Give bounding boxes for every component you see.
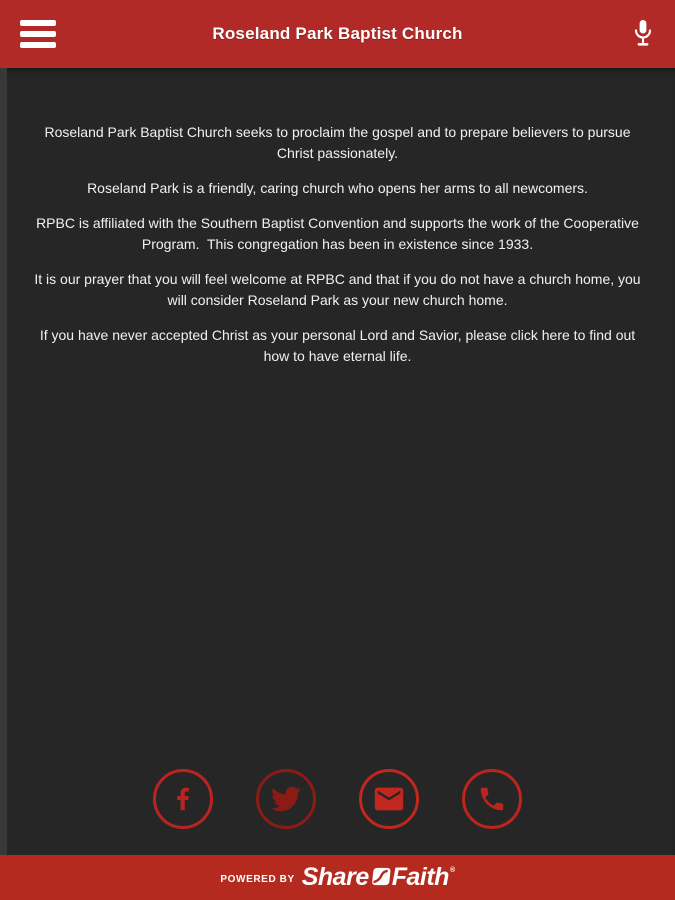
phone-icon [477, 784, 507, 814]
click-here-paragraph[interactable]: If you have never accepted Christ as your personal Lord and Savior, please click here to find out how to have eternal life. [39, 327, 636, 364]
twitter-icon [271, 784, 301, 814]
trademark-symbol: ® [449, 867, 455, 874]
brand-text-share: Share [301, 863, 369, 891]
email-icon [372, 782, 406, 816]
content-area [0, 68, 675, 855]
social-links [0, 769, 675, 829]
facebook-button[interactable] [153, 769, 213, 829]
hamburger-icon [20, 20, 56, 26]
page-title: Roseland Park Baptist Church [212, 24, 463, 43]
sharefaith-glyph-icon [370, 866, 391, 887]
powered-by-label: POWERED BY [220, 873, 295, 885]
mic-button[interactable] [629, 16, 657, 52]
app-header [0, 0, 675, 68]
app-footer [0, 855, 675, 900]
friendly-paragraph: Roseland Park is a friendly, caring church who opens her arms to all newcomers. [87, 180, 588, 196]
sharefaith-logo[interactable] [302, 865, 455, 890]
brand-text-faith: Faith [391, 863, 449, 891]
facebook-icon [168, 784, 198, 814]
email-button[interactable] [359, 769, 419, 829]
phone-button[interactable] [462, 769, 522, 829]
left-edge-strip [0, 68, 7, 855]
prayer-paragraph: It is our prayer that you will feel welcome at RPBC and that if you do not have a church home, you will consider Roseland Park as your new church home. [34, 271, 641, 308]
menu-button[interactable] [18, 16, 58, 52]
microphone-icon [631, 18, 655, 50]
welcome-text [0, 68, 675, 381]
affiliation-paragraph: RPBC is affiliated with the Southern Baptist Convention and supports the work of the Cooperative Program. This congregation has been in existence since 1933. [36, 215, 639, 252]
mission-paragraph: Roseland Park Baptist Church seeks to proclaim the gospel and to prepare believers to pursue Christ passionately. [44, 124, 631, 161]
twitter-button[interactable] [256, 769, 316, 829]
